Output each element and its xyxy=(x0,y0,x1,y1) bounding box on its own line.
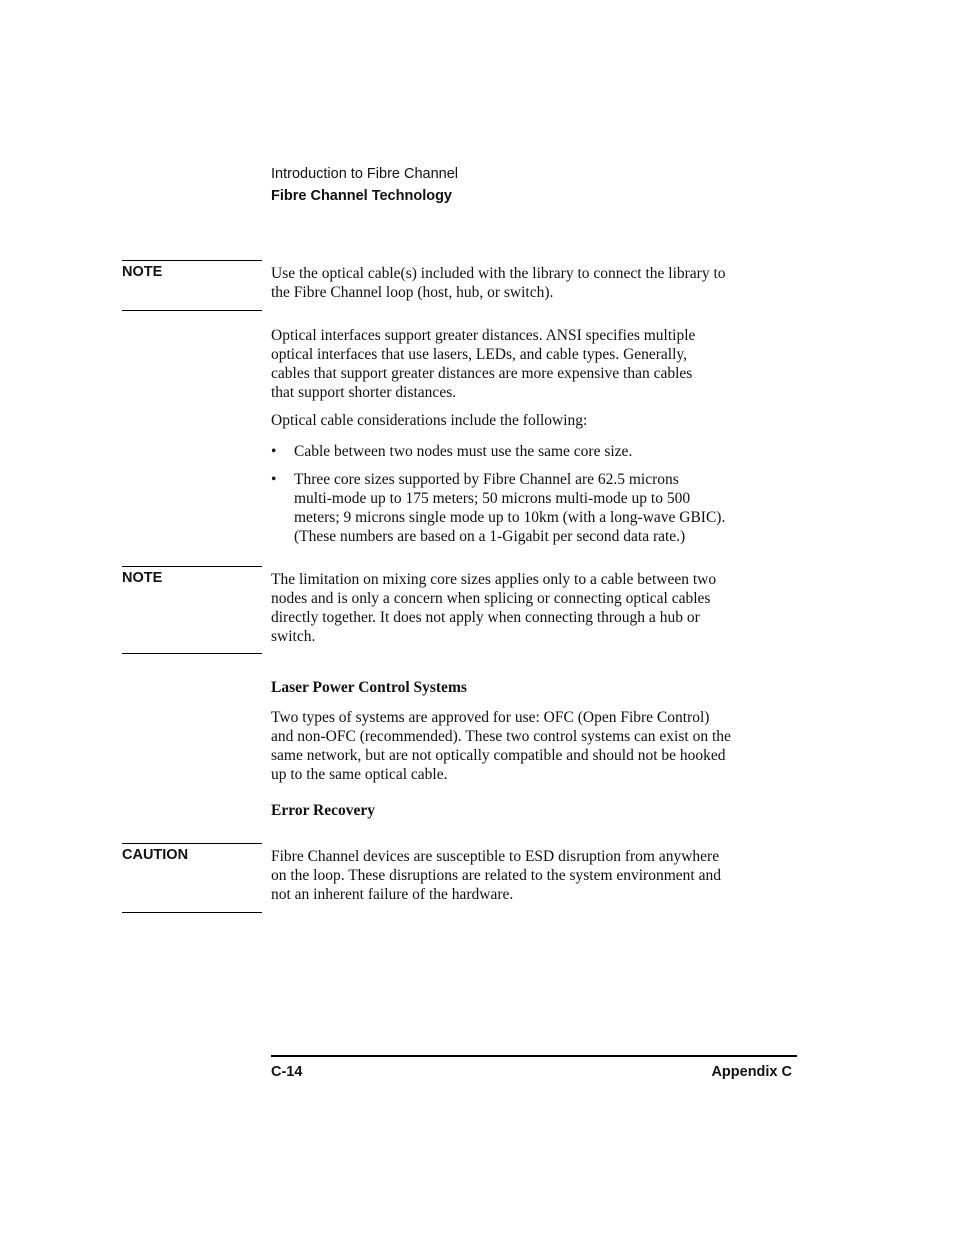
text-line: same network, but are not optically compatible and should not be hooked xyxy=(271,747,726,764)
text-line: (These numbers are based on a 1-Gigabit per second data rate.) xyxy=(294,528,686,545)
text-line: multi-mode up to 175 meters; 50 microns multi-mode up to 500 xyxy=(294,490,691,507)
text-line: Cable between two nodes must use the same core size. xyxy=(294,443,633,460)
text-line: nodes and is only a concern when splicing or connecting optical cables xyxy=(271,590,711,607)
note-top-rule xyxy=(122,566,262,567)
note-bottom-rule xyxy=(122,653,262,654)
text-line: directly together. It does not apply when connecting through a hub or xyxy=(271,609,700,626)
text-line: Three core sizes supported by Fibre Channel are 62.5 microns xyxy=(294,471,679,488)
caution-label: CAUTION xyxy=(122,847,189,863)
footer-rule xyxy=(271,1055,797,1057)
text-line: Use the optical cable(s) included with the library to connect the library to xyxy=(271,265,726,282)
note-text xyxy=(271,264,801,302)
text-line: meters; 9 microns single mode up to 10km (with a long-wave GBIC). xyxy=(294,509,726,526)
caution-bottom-rule xyxy=(122,912,262,913)
laser-heading: Laser Power Control Systems xyxy=(271,679,467,696)
appendix-label: Appendix C xyxy=(711,1064,792,1080)
text-line: optical interfaces that use lasers, LEDs, and cable types. Generally, xyxy=(271,346,688,363)
bullet-icon: • xyxy=(271,471,277,488)
text-line: that support shorter distances. xyxy=(271,384,457,401)
note-bottom-rule xyxy=(122,310,262,311)
text-line: on the loop. These disruptions are related to the system environment and xyxy=(271,867,721,884)
page-number: C-14 xyxy=(271,1064,303,1080)
text-line: the Fibre Channel loop (host, hub, or switch). xyxy=(271,284,554,301)
bullet-item xyxy=(271,442,801,461)
text-line: up to the same optical cable. xyxy=(271,766,448,783)
chapter-title: Introduction to Fibre Channel xyxy=(271,166,458,182)
text-line: Fibre Channel devices are susceptible to ESD disruption from anywhere xyxy=(271,848,720,865)
laser-paragraph xyxy=(271,708,801,784)
bullet-icon: • xyxy=(271,443,277,460)
text-line: switch. xyxy=(271,628,316,645)
text-line: Two types of systems are approved for use: OFC (Open Fibre Control) xyxy=(271,709,710,726)
text-line: Optical interfaces support greater distances. ANSI specifies multiple xyxy=(271,327,696,344)
text-line: Optical cable considerations include the following: xyxy=(271,412,588,429)
caution-text xyxy=(271,847,801,904)
text-line: cables that support greater distances are more expensive than cables xyxy=(271,365,693,382)
note-text xyxy=(271,570,801,646)
optical-paragraph xyxy=(271,326,801,402)
section-title: Fibre Channel Technology xyxy=(271,188,452,204)
considerations-paragraph xyxy=(271,411,801,430)
text-line: not an inherent failure of the hardware. xyxy=(271,886,514,903)
caution-top-rule xyxy=(122,843,262,844)
text-line: and non-OFC (recommended). These two control systems can exist on the xyxy=(271,728,731,745)
bullet-item xyxy=(271,470,801,546)
note-label: NOTE xyxy=(122,570,163,586)
error-recovery-heading: Error Recovery xyxy=(271,802,376,819)
note-label: NOTE xyxy=(122,264,163,280)
note-top-rule xyxy=(122,260,262,261)
text-line: The limitation on mixing core sizes applies only to a cable between two xyxy=(271,571,717,588)
